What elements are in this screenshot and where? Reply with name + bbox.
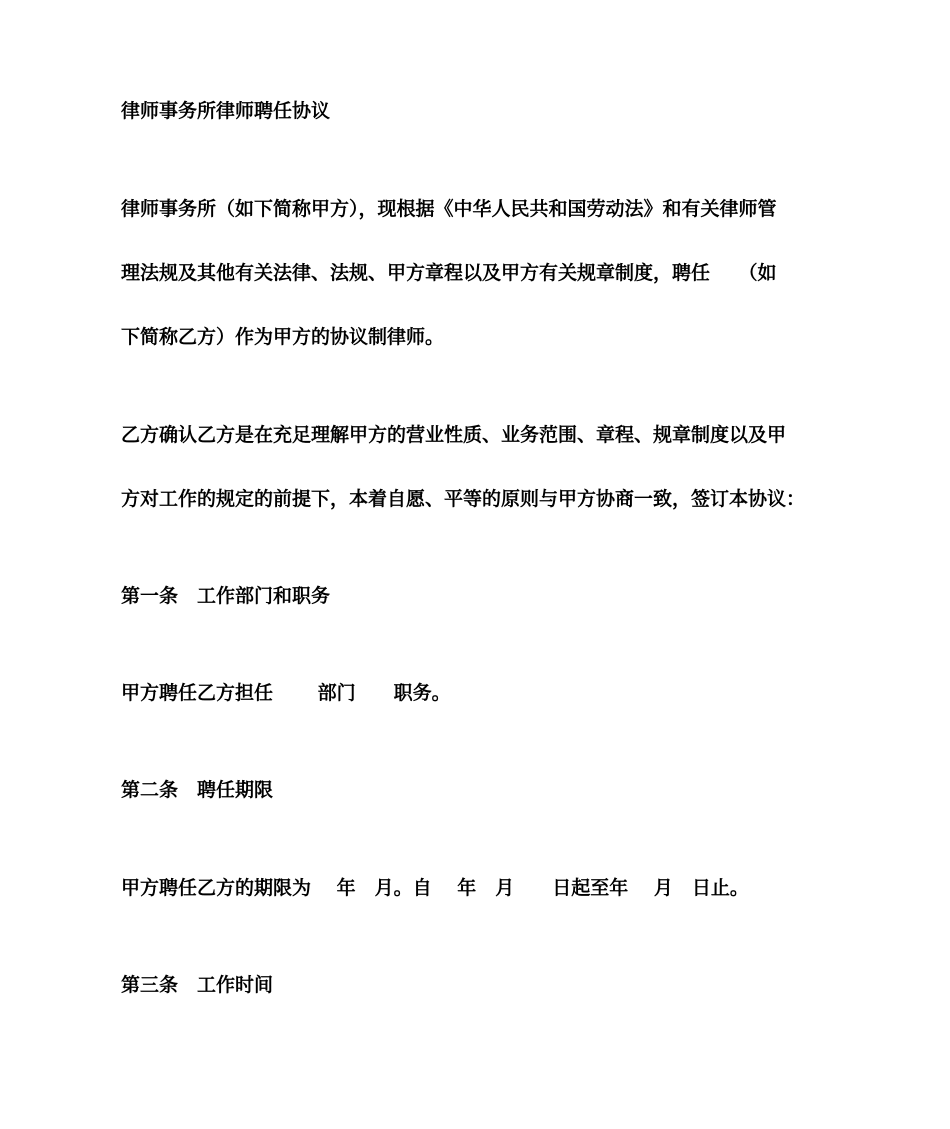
intro-line-2: 理法规及其他有关法律、法规、甲方章程以及甲方有关规章制度，聘任 （如	[121, 262, 777, 284]
intro-line-3: 下简称乙方）作为甲方的协议制律师。	[121, 326, 445, 348]
article-2-body: 甲方聘任乙方的期限为 年 月。自 年 月 日起至年 月 日止。	[121, 877, 749, 899]
article-2-heading: 第二条 聘任期限	[121, 779, 274, 801]
article-1-heading: 第一条 工作部门和职务	[121, 585, 331, 607]
article-1-body: 甲方聘任乙方担任 部门 职务。	[121, 682, 451, 704]
document-title: 律师事务所律师聘任协议	[121, 100, 331, 122]
article-3-heading: 第三条 工作时间	[121, 974, 274, 996]
confirmation-line-2: 方对工作的规定的前提下，本着自愿、平等的原则与甲方协商一致，签订本协议：	[121, 488, 806, 510]
confirmation-line-1: 乙方确认乙方是在充足理解甲方的营业性质、业务范围、章程、规章制度以及甲	[121, 424, 787, 446]
intro-line-1: 律师事务所（如下简称甲方），现根据《中华人民共和国劳动法》和有关律师管	[121, 198, 777, 220]
